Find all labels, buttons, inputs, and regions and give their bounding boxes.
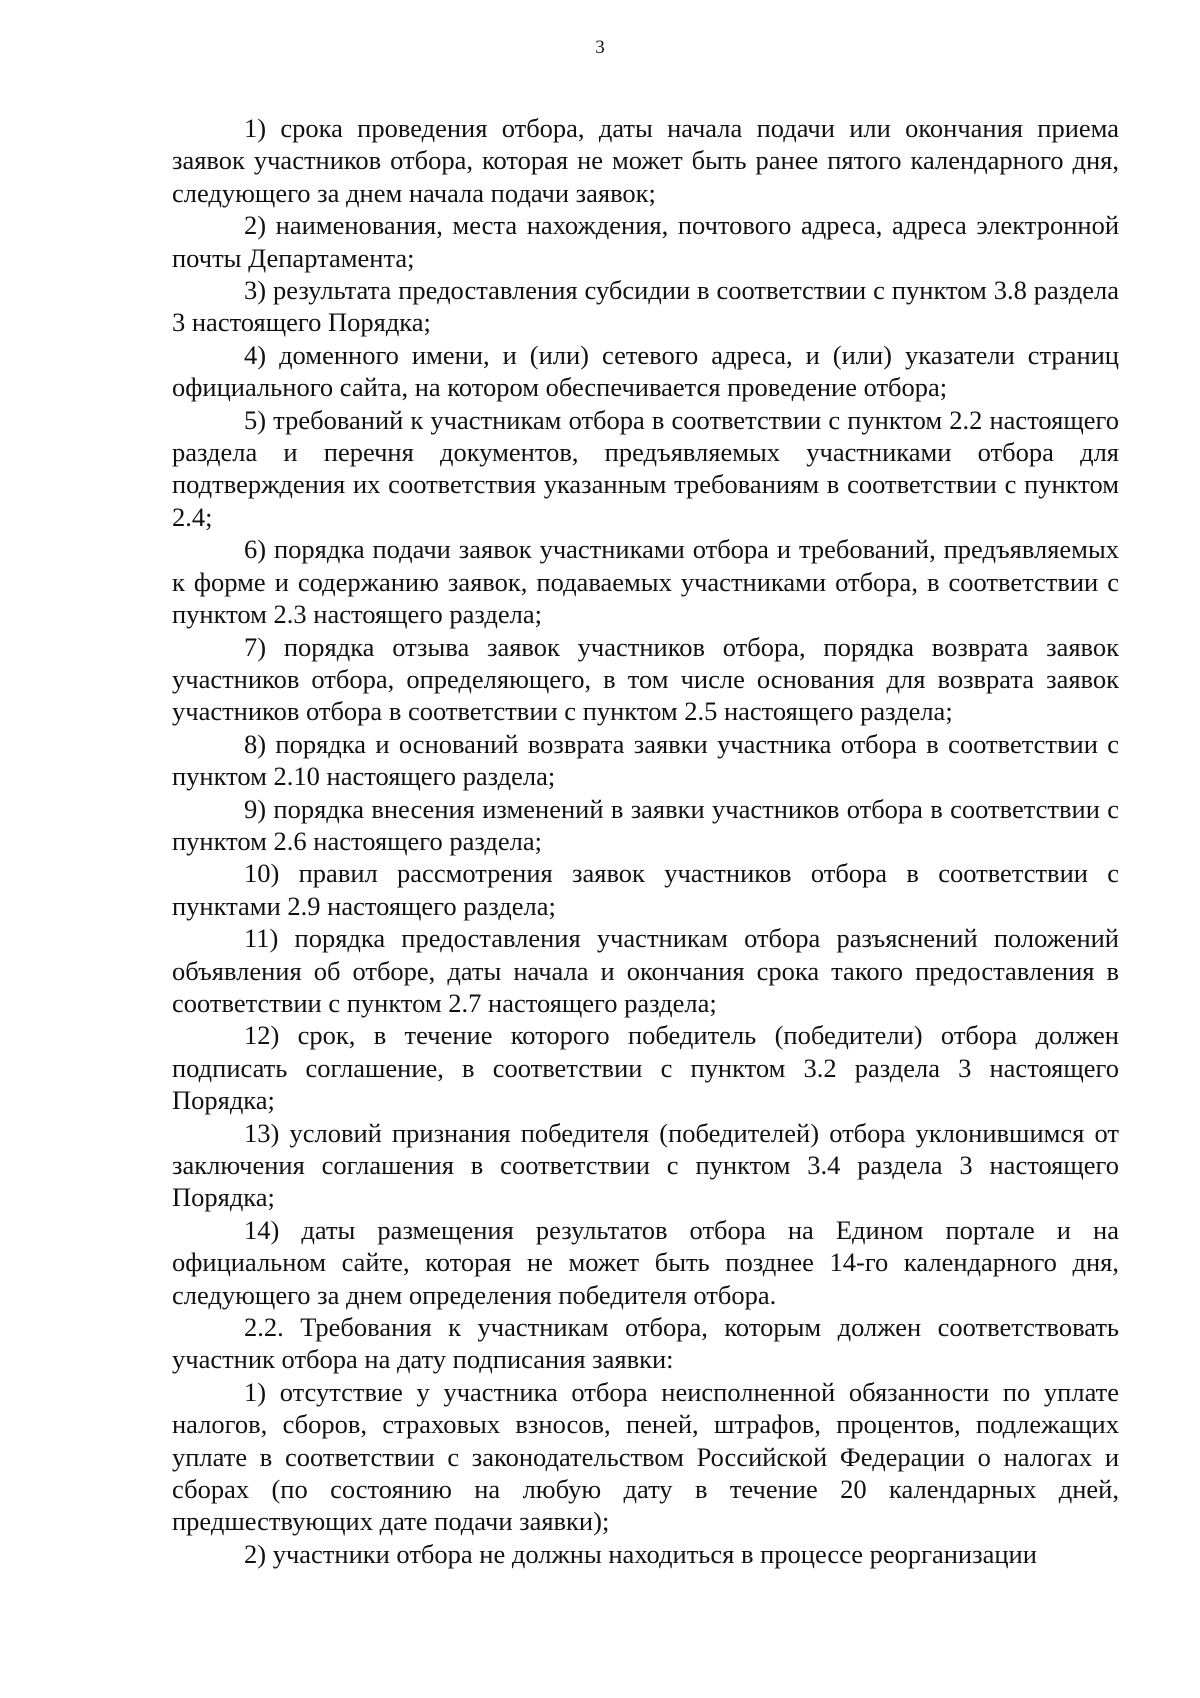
paragraph-9: 9) порядка внесения изменений в заявки участников отбора в соответствии с пунктом 2.6 настоящего раздела; [172, 793, 1119, 856]
paragraph-10: 10) правил рассмотрения заявок участников отбора в соответствии с пунктами 2.9 настоящего раздела; [172, 858, 1119, 921]
paragraph-6: 6) порядка подачи заявок участниками отбора и требований, предъявляемых к форме и содержанию заявок, подаваемых участниками отбора, в соответствии с пунктом 2.3 настоящего раздела; [172, 534, 1119, 630]
paragraph-4: 4) доменного имени, и (или) сетевого адреса, и (или) указатели страниц официального сайта, на котором обеспечивается проведение отбора; [172, 339, 1119, 403]
document-body [172, 112, 1119, 1570]
paragraph-1: 1) срока проведения отбора, даты начала подачи или окончания приема заявок участников отбора, которая не может быть ранее пятого календарного дня, следующего за днем начала подачи заявок; [172, 113, 1119, 208]
requirement-2-paragraph: 2) участники отбора не должны находиться в процессе реорганизации [244, 1538, 1037, 1569]
paragraph-8: 8) порядка и оснований возврата заявки участника отбора в соответствии с пунктом 2.10 настоящего раздела; [172, 728, 1119, 792]
paragraph-2: 2) наименования, места нахождения, почтового адреса, адреса электронной почты Департамента; [172, 210, 1119, 273]
paragraph-13: 13) условий признания победителя (победителей) отбора уклонившимся от заключения соглашения в соответствии с пунктом 3.4 раздела 3 настоящего Порядка; [172, 1117, 1119, 1213]
page-number: 3 [595, 37, 605, 58]
paragraph-7: 7) порядка отзыва заявок участников отбора, порядка возврата заявок участников отбора, определяющего, в том числе основания для возврата заявок участников отбора в соответствии с пунктом 2.5 настоящего раздела; [172, 631, 1119, 727]
paragraph-12: 12) срок, в течение которого победитель (победители) отбора должен подписать соглашение, в соответствии с пунктом 3.2 раздела 3 настоящего Порядка; [172, 1020, 1119, 1116]
paragraph-5: 5) требований к участникам отбора в соответствии с пунктом 2.2 настоящего раздела и перечня документов, предъявляемых участниками отбора для подтверждения их соответствия указанным требованиям в соответствии с пунктом 2.4; [172, 404, 1119, 532]
paragraph-11: 11) порядка предоставления участникам отбора разъяснений положений объявления об отборе, даты начала и окончания срока такого предоставления в соответствии с пунктом 2.7 настоящего раздела; [172, 923, 1119, 1018]
paragraph-14: 14) даты размещения результатов отбора на Едином портале и на официальном сайте, которая не может быть позднее 14-го календарного дня, следующего за днем определения победителя отбора. [172, 1214, 1119, 1310]
paragraph-3: 3) результата предоставления субсидии в соответствии с пунктом 3.8 раздела 3 настоящего Порядка; [172, 275, 1119, 338]
requirement-1-paragraph: 1) отсутствие у участника отбора неисполненной обязанности по уплате налогов, сборов, страховых взносов, пеней, штрафов, процентов, подлежащих уплате в соответствии с законодательством Российской Федерации о налогах и сборах (по состоянию на любую дату в течение 20 календарных дней, предшествующих дате подачи заявки); [172, 1376, 1119, 1537]
section-2-2-paragraph: 2.2. Требования к участникам отбора, которым должен соответствовать участник отбора на дату подписания заявки: [172, 1312, 1119, 1375]
